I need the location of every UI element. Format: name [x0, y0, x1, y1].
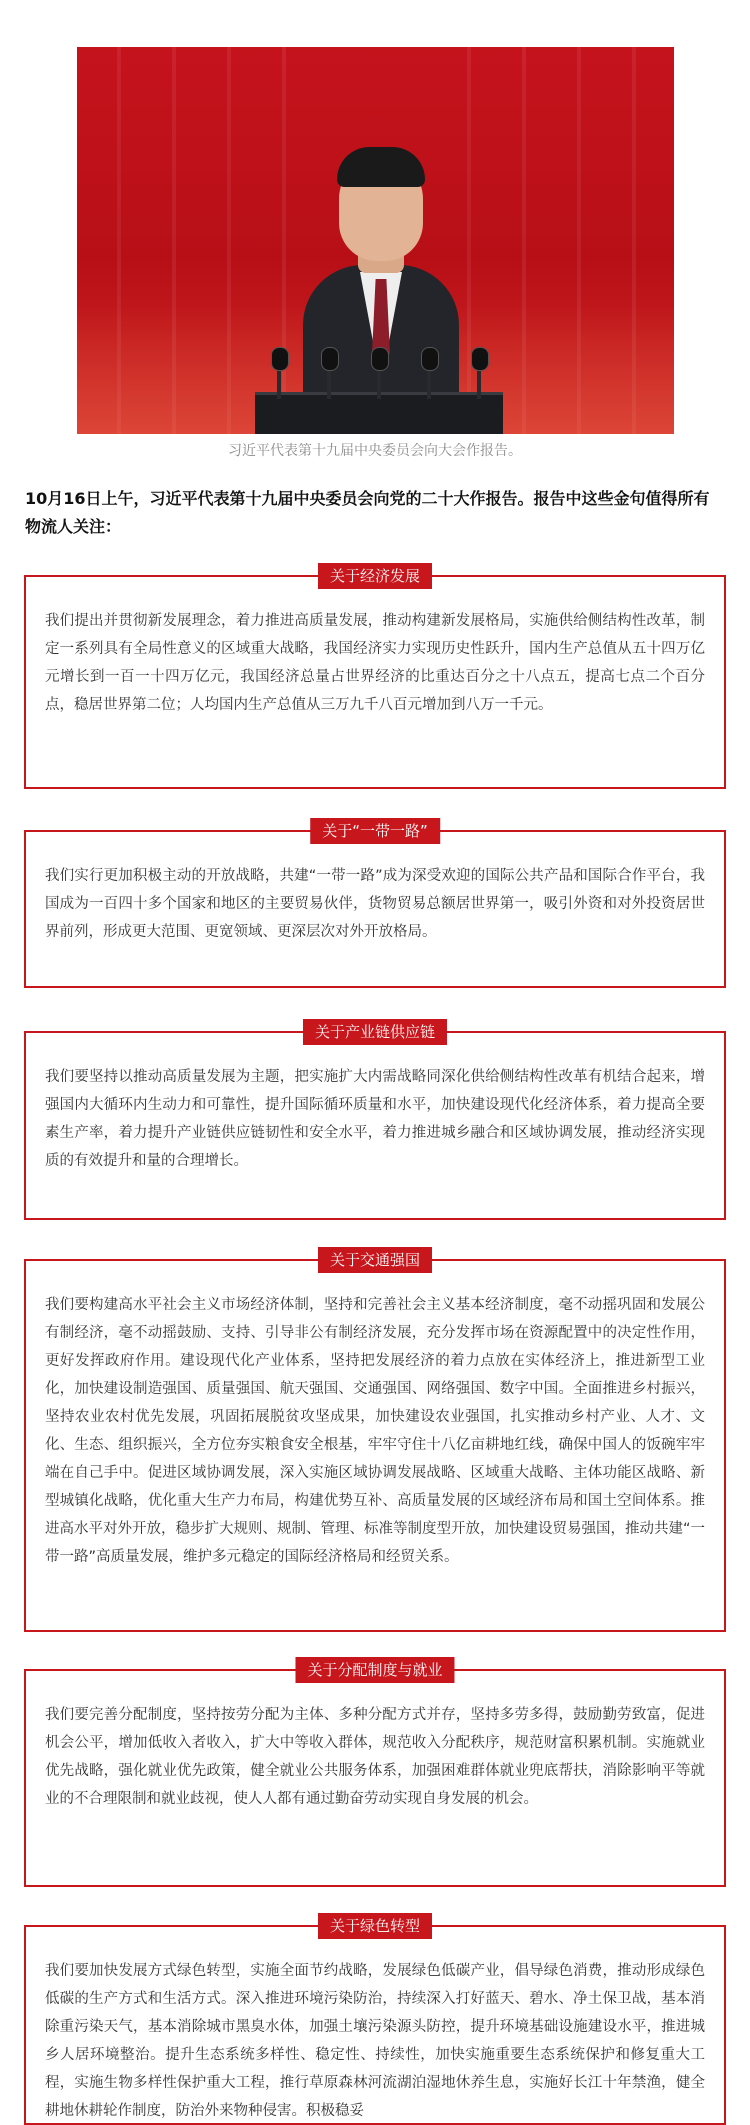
section-title: 关于经济发展 [318, 563, 432, 589]
section-title: 关于交通强国 [318, 1247, 432, 1273]
intro-paragraph: 10月16日上午，习近平代表第十九届中央委员会向党的二十大作报告。报告中这些金句值得所有物流人关注： [25, 489, 710, 536]
section-distribution-employment [24, 1661, 726, 1887]
section-title: 关于产业链供应链 [303, 1019, 447, 1045]
section-body: 我们要坚持以推动高质量发展为主题，把实施扩大内需战略同深化供给侧结构性改革有机结合起来，增强国内大循环内生动力和可靠性，提升国际循环质量和水平，加快建设现代化经济体系，着力提高全要素生产率，着力提升产业链供应链韧性和安全水平，着力推进城乡融合和区域协调发展，推动经济实现质的有效提升和量的合理增长。 [45, 1069, 705, 1169]
section-supply-chain [24, 1023, 726, 1220]
section-body: 我们要加快发展方式绿色转型，实施全面节约战略，发展绿色低碳产业，倡导绿色消费，推动形成绿色低碳的生产方式和生活方式。深入推进环境污染防治，持续深入打好蓝天、碧水、净土保卫战，基本消除重污染天气，基本消除城市黑臭水体，加强土壤污染源头防控，提升环境基础设施建设水平，推进城乡人居环境整治。提升生态系统多样性、稳定性、持续性，加快实施重要生态系统保护和修复重大工程，实施生物多样性保护重大工程，推行草原森林河流湖泊湿地休养生息，实施好长江十年禁渔，健全耕地休耕轮作制度，防治外来物种侵害。积极稳妥 [45, 1963, 705, 2119]
section-belt-and-road [24, 822, 726, 988]
section-transport-power [24, 1251, 726, 1632]
section-title: 关于“一带一路” [310, 818, 440, 844]
report-photo [77, 47, 674, 434]
section-body: 我们要完善分配制度，坚持按劳分配为主体、多种分配方式并存，坚持多劳多得，鼓励勤劳致富，促进机会公平，增加低收入者收入，扩大中等收入群体，规范收入分配秩序，规范财富积累机制。实施就业优先战略，强化就业优先政策，健全就业公共服务体系，加强困难群体就业兜底帮扶，消除影响平等就业的不合理限制和就业歧视，使人人都有通过勤奋劳动实现自身发展的机会。 [45, 1707, 705, 1807]
section-title: 关于绿色转型 [318, 1913, 432, 1939]
section-body: 我们要构建高水平社会主义市场经济体制，坚持和完善社会主义基本经济制度，毫不动摇巩固和发展公有制经济，毫不动摇鼓励、支持、引导非公有制经济发展，充分发挥市场在资源配置中的决定性作用，更好发挥政府作用。建设现代化产业体系，坚持把发展经济的着力点放在实体经济上，推进新型工业化，加快建设制造强国、质量强国、航天强国、交通强国、网络强国、数字中国。全面推进乡村振兴，坚持农业农村优先发展，巩固拓展脱贫攻坚成果，加快建设农业强国，扎实推动乡村产业、人才、文化、生态、组织振兴，全方位夯实粮食安全根基，牢牢守住十八亿亩耕地红线，确保中国人的饭碗牢牢端在自己手中。促进区域协调发展，深入实施区域协调发展战略、区域重大战略、主体功能区战略、新型城镇化战略，优化重大生产力布局，构建优势互补、高质量发展的区域经济布局和国土空间体系。推进高水平对外开放，稳步扩大规则、规制、管理、标准等制度型开放，加快建设贸易强国，推动共建“一带一路”高质量发展，维护多元稳定的国际经济格局和经贸关系。 [45, 1297, 706, 1565]
section-title: 关于分配制度与就业 [295, 1657, 454, 1683]
section-green-transition [24, 1917, 726, 2125]
section-economy [24, 567, 726, 789]
photo-caption: 习近平代表第十九届中央委员会向大会作报告。 [228, 443, 522, 459]
section-body: 我们实行更加积极主动的开放战略，共建“一带一路”成为深受欢迎的国际公共产品和国际合作平台，我国成为一百四十多个国家和地区的主要贸易伙伴，货物贸易总额居世界第一，吸引外资和对外投资居世界前列，形成更大范围、更宽领域、更深层次对外开放格局。 [45, 868, 705, 940]
section-body: 我们提出并贯彻新发展理念，着力推进高质量发展，推动构建新发展格局，实施供给侧结构性改革，制定一系列具有全局性意义的区域重大战略，我国经济实力实现历史性跃升，国内生产总值从五十四万亿元增长到一百一十四万亿元，我国经济总量占世界经济的比重达百分之十八点五，提高七点二个百分点，稳居世界第二位；人均国内生产总值从三万九千八百元增加到八万一千元。 [45, 613, 705, 713]
